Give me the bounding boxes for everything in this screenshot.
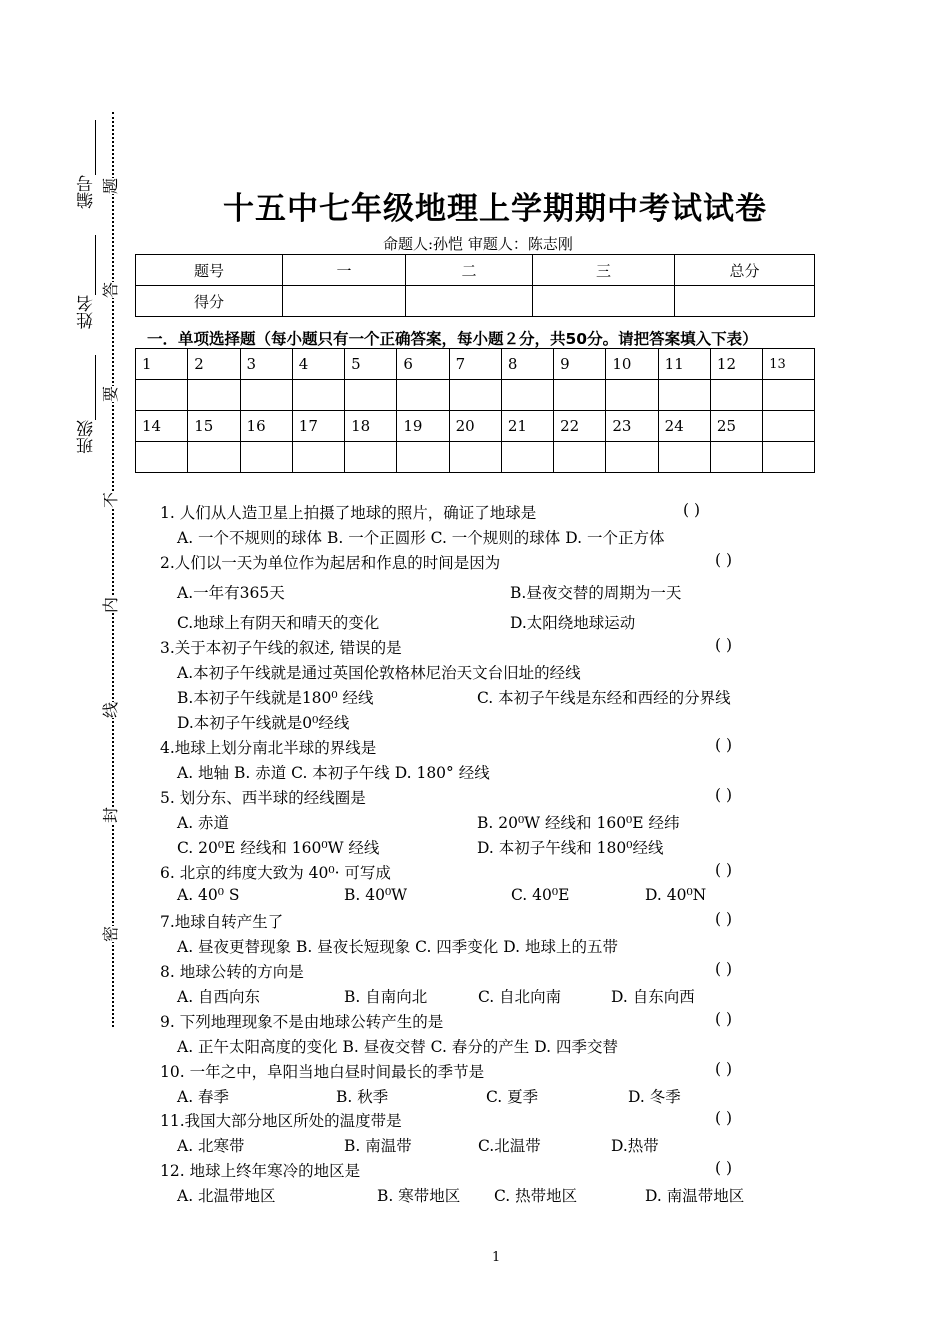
answer-cell[interactable]: [240, 442, 292, 473]
question-option: A. 40⁰ S: [177, 886, 240, 904]
answer-number: 22: [554, 411, 606, 442]
question-option: C.北温带: [478, 1137, 541, 1155]
question-option: A. 地轴 B. 赤道 C. 本初子午线 D. 180° 经线: [177, 764, 490, 782]
seal-char: 不: [101, 491, 121, 509]
answer-number: 7: [449, 349, 501, 380]
answer-number: 2: [188, 349, 240, 380]
answer-cell[interactable]: [397, 380, 449, 411]
answer-number: 12: [710, 349, 762, 380]
score-table: [135, 254, 815, 317]
question-option: B. 40⁰W: [344, 886, 408, 904]
question-option: D. 40⁰N: [645, 886, 707, 904]
question-option: A. 赤道: [177, 814, 230, 832]
answer-number: 9: [554, 349, 606, 380]
question-option: C. 自北向南: [478, 988, 562, 1006]
answer-number: 18: [345, 411, 397, 442]
question-stem: 5. 划分东、西半球的经线圈是: [160, 789, 366, 807]
question-option: C. 20⁰E 经线和 160⁰W 经线: [177, 839, 380, 857]
answer-cell[interactable]: [188, 380, 240, 411]
answer-blank[interactable]: ( ): [683, 501, 701, 519]
answer-blank[interactable]: ( ): [715, 636, 733, 654]
score-header: 题号: [136, 255, 283, 286]
seal-char: 内: [101, 596, 121, 614]
xingming-label: 姓名: [77, 295, 97, 329]
question-option: B. 寒带地区: [377, 1187, 461, 1205]
answer-number: 10: [606, 349, 658, 380]
seal-char: 封: [101, 806, 121, 824]
question-option: A. 自西向东: [177, 988, 261, 1006]
question-option: A. 昼夜更替现象 B. 昼夜长短现象 C. 四季变化 D. 地球上的五带: [177, 938, 618, 956]
answer-number: 8: [501, 349, 553, 380]
answer-cell[interactable]: [240, 380, 292, 411]
question-option: D.太阳绕地球运动: [510, 614, 636, 632]
answer-number: 23: [606, 411, 658, 442]
answer-number: 4: [292, 349, 344, 380]
question-option: A. 北温带地区: [177, 1187, 276, 1205]
question-stem: 4.地球上划分南北半球的界线是: [160, 739, 377, 757]
banji-label: 班级: [77, 420, 97, 454]
answer-cell[interactable]: [763, 380, 815, 411]
seal-char: 密: [101, 925, 121, 943]
question-option: D.本初子午线就是0⁰经线: [177, 714, 350, 732]
score-header: 一: [283, 255, 406, 286]
question-option: B. 20⁰W 经线和 160⁰E 经纬: [477, 814, 680, 832]
answer-cell[interactable]: [345, 380, 397, 411]
question-option: B.昼夜交替的周期为一天: [510, 584, 682, 602]
question-option: D. 南温带地区: [645, 1187, 745, 1205]
question-stem: 7.地球自转产生了: [160, 913, 284, 931]
answer-cell[interactable]: [501, 442, 553, 473]
page-number: 1: [492, 1250, 501, 1265]
answer-cell[interactable]: [710, 380, 762, 411]
answer-cell[interactable]: [449, 380, 501, 411]
question-option: C.地球上有阴天和晴天的变化: [177, 614, 380, 632]
answer-cell[interactable]: [292, 380, 344, 411]
score-cell[interactable]: [533, 286, 675, 317]
score-row-label: 得分: [136, 286, 283, 317]
question-stem: 12. 地球上终年寒冷的地区是: [160, 1162, 361, 1180]
answer-blank[interactable]: ( ): [715, 861, 733, 879]
answer-number: 24: [658, 411, 710, 442]
question-option: A. 正午太阳高度的变化 B. 昼夜交替 C. 春分的产生 D. 四季交替: [177, 1038, 618, 1056]
answer-blank[interactable]: ( ): [715, 1010, 733, 1028]
answer-blank[interactable]: ( ): [715, 910, 733, 928]
question-option: D. 本初子午线和 180⁰经线: [477, 839, 664, 857]
xingming-underline: [95, 235, 96, 295]
question-stem: 8. 地球公转的方向是: [160, 963, 304, 981]
section-heading: 一．单项选择题（每小题只有一个正确答案，每小题２分，共50分。请把答案填入下表）: [147, 330, 758, 348]
question-option: C. 40⁰E: [511, 886, 570, 904]
question-option: A. 春季: [177, 1088, 230, 1106]
answer-cell[interactable]: [554, 380, 606, 411]
question-option: B. 南温带: [344, 1137, 412, 1155]
answer-number: 5: [345, 349, 397, 380]
answer-number: 19: [397, 411, 449, 442]
bianhao-underline: [95, 120, 96, 175]
question-option: A.本初子午线就是通过英国伦敦格林尼治天文台旧址的经线: [177, 664, 581, 682]
answer-number: 15: [188, 411, 240, 442]
answer-number: 17: [292, 411, 344, 442]
answer-blank[interactable]: ( ): [715, 1060, 733, 1078]
question-option: D.热带: [611, 1137, 659, 1155]
answer-cell[interactable]: [345, 442, 397, 473]
answer-cell[interactable]: [658, 380, 710, 411]
score-header: 二: [406, 255, 533, 286]
score-cell[interactable]: [406, 286, 533, 317]
answer-cell[interactable]: [501, 380, 553, 411]
answer-cell[interactable]: [763, 442, 815, 473]
question-option: C. 夏季: [486, 1088, 539, 1106]
question-option: B. 秋季: [336, 1088, 389, 1106]
seal-char: 题: [101, 177, 121, 195]
answer-table: [135, 348, 815, 473]
question-stem: 2.人们以一天为单位作为起居和作息的时间是因为: [160, 554, 501, 572]
answer-blank[interactable]: ( ): [715, 1159, 733, 1177]
bianhao-label: 编号: [77, 175, 97, 209]
answer-number: [763, 411, 815, 442]
question-stem: 10. 一年之中，阜阳当地白昼时间最长的季节是: [160, 1063, 485, 1081]
question-option: D. 冬季: [628, 1088, 681, 1106]
answer-blank[interactable]: ( ): [715, 736, 733, 754]
answer-cell[interactable]: [449, 442, 501, 473]
answer-number: 13: [763, 349, 815, 380]
question-option: C. 热带地区: [494, 1187, 578, 1205]
score-cell[interactable]: [675, 286, 815, 317]
answer-number: 3: [240, 349, 292, 380]
question-option: A.一年有365天: [177, 584, 285, 602]
seal-char: 要: [101, 385, 121, 403]
score-header: 三: [533, 255, 675, 286]
answer-number: 1: [136, 349, 188, 380]
score-header: 总分: [675, 255, 815, 286]
question-stem: 3.关于本初子午线的叙述, 错误的是: [160, 639, 402, 657]
answer-cell[interactable]: [710, 442, 762, 473]
answer-number: 14: [136, 411, 188, 442]
question-option: D. 自东向西: [611, 988, 695, 1006]
answer-number: 20: [449, 411, 501, 442]
answer-cell[interactable]: [136, 442, 188, 473]
answer-cell[interactable]: [606, 380, 658, 411]
question-option: B.本初子午线就是180⁰ 经线: [177, 689, 374, 707]
answer-cell[interactable]: [658, 442, 710, 473]
answer-blank[interactable]: ( ): [715, 960, 733, 978]
seal-char: 线: [101, 701, 121, 719]
authors-line: 命题人:孙恺 审题人：陈志刚: [383, 235, 573, 253]
answer-cell[interactable]: [136, 380, 188, 411]
answer-number: 6: [397, 349, 449, 380]
question-stem: 9. 下列地理现象不是由地球公转产生的是: [160, 1013, 444, 1031]
answer-cell[interactable]: [606, 442, 658, 473]
answer-blank[interactable]: ( ): [715, 551, 733, 569]
answer-blank[interactable]: ( ): [715, 786, 733, 804]
question-option: B. 自南向北: [344, 988, 428, 1006]
answer-cell[interactable]: [397, 442, 449, 473]
seal-char: 答: [101, 281, 121, 299]
answer-number: 16: [240, 411, 292, 442]
question-stem: 1. 人们从人造卫星上拍摄了地球的照片，确证了地球是: [160, 504, 537, 522]
binding-dotted-line: [112, 112, 114, 1027]
banji-underline: [95, 355, 96, 420]
answer-cell[interactable]: [554, 442, 606, 473]
answer-number: 11: [658, 349, 710, 380]
page-title: 十五中七年级地理上学期期中考试试卷: [223, 191, 767, 227]
answer-blank[interactable]: ( ): [715, 1109, 733, 1127]
question-option: A. 北寒带: [177, 1137, 245, 1155]
question-option: C. 本初子午线是东经和西经的分界线: [477, 689, 731, 707]
question-option: A. 一个不规则的球体 B. 一个正圆形 C. 一个规则的球体 D. 一个正方体: [177, 529, 665, 547]
question-stem: 6. 北京的纬度大致为 40⁰· 可写成: [160, 864, 391, 882]
score-cell[interactable]: [283, 286, 406, 317]
question-stem: 11.我国大部分地区所处的温度带是: [160, 1112, 402, 1130]
answer-number: 21: [501, 411, 553, 442]
answer-cell[interactable]: [188, 442, 240, 473]
answer-cell[interactable]: [292, 442, 344, 473]
answer-number: 25: [710, 411, 762, 442]
